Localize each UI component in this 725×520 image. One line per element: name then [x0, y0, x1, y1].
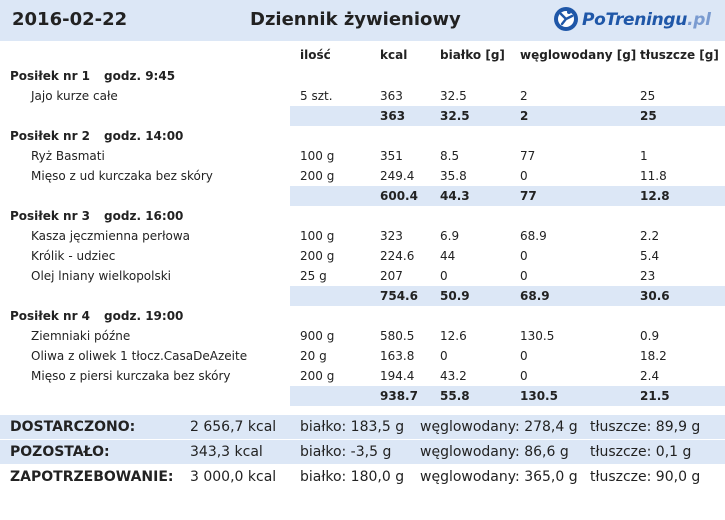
food-row: [0, 266, 725, 286]
food-fat: 2.4: [640, 369, 660, 383]
logo-icon: [552, 5, 580, 33]
summary-delivered: [0, 415, 725, 439]
food-row: [0, 366, 725, 386]
food-carbs: 130.5: [520, 329, 555, 343]
meal-header: [10, 309, 183, 323]
food-qty: 20 g: [300, 349, 327, 363]
food-kcal: 224.6: [380, 249, 415, 263]
food-qty: 25 g: [300, 269, 327, 283]
food-name: Królik - udziec: [31, 249, 116, 263]
meal-header: [10, 69, 175, 83]
total-kcal: 754.6: [380, 289, 418, 303]
summary-protein: białko: 180,0 g: [300, 469, 405, 485]
total-kcal: 363: [380, 109, 406, 123]
food-protein: 0: [440, 349, 448, 363]
food-protein: 6.9: [440, 229, 460, 243]
total-carbs: 2: [520, 109, 529, 123]
food-carbs: 0: [520, 169, 528, 183]
food-row: [0, 146, 725, 166]
meal-time: godz. 14:00: [104, 129, 184, 143]
food-fat: 0.9: [640, 329, 660, 343]
food-protein: 43.2: [440, 369, 467, 383]
meal-time: godz. 19:00: [104, 309, 184, 323]
food-fat: 25: [640, 89, 656, 103]
column-header-qty: ilość: [300, 48, 331, 62]
column-header-carbs: węglowodany [g]: [520, 48, 637, 62]
meal-total-row: [290, 186, 725, 206]
food-row: [0, 346, 725, 366]
food-row: [0, 246, 725, 266]
total-fat: 21.5: [640, 389, 670, 403]
page-title: Dziennik żywieniowy: [250, 9, 461, 30]
food-kcal: 207: [380, 269, 403, 283]
logo-text: [582, 10, 711, 30]
summary-protein: białko: 183,5 g: [300, 419, 405, 435]
summary-label: ZAPOTRZEBOWANIE:: [10, 469, 174, 485]
meal-time: godz. 9:45: [104, 69, 176, 83]
food-fat: 23: [640, 269, 656, 283]
food-kcal: 351: [380, 149, 403, 163]
food-carbs: 68.9: [520, 229, 547, 243]
summary-carbs: węglowodany: 365,0 g: [420, 469, 578, 485]
total-protein: 44.3: [440, 189, 470, 203]
food-protein: 32.5: [440, 89, 467, 103]
food-row: [0, 166, 725, 186]
food-row: [0, 86, 725, 106]
summary-label: POZOSTAŁO:: [10, 444, 110, 460]
food-name: Jajo kurze całe: [31, 89, 118, 103]
column-header-protein: białko [g]: [440, 48, 505, 62]
summary-fat: tłuszcze: 89,9 g: [590, 419, 701, 435]
food-fat: 11.8: [640, 169, 667, 183]
food-qty: 100 g: [300, 229, 335, 243]
diary-date: 2016-02-22: [12, 9, 128, 30]
food-row: [0, 226, 725, 246]
food-kcal: 249.4: [380, 169, 415, 183]
food-protein: 0: [440, 269, 448, 283]
total-carbs: 68.9: [520, 289, 550, 303]
food-protein: 44: [440, 249, 456, 263]
food-kcal: 323: [380, 229, 403, 243]
logo-suffix: .pl: [687, 10, 711, 30]
total-carbs: 77: [520, 189, 537, 203]
food-fat: 5.4: [640, 249, 660, 263]
summary-kcal: 343,3 kcal: [190, 444, 263, 460]
summary-fat: tłuszcze: 0,1 g: [590, 444, 692, 460]
meal-name: Posiłek nr 1: [10, 69, 91, 83]
meal-total-row: [290, 286, 725, 306]
food-qty: 900 g: [300, 329, 335, 343]
food-carbs: 0: [520, 349, 528, 363]
summary-carbs: węglowodany: 86,6 g: [420, 444, 569, 460]
food-fat: 18.2: [640, 349, 667, 363]
food-protein: 12.6: [440, 329, 467, 343]
food-qty: 200 g: [300, 369, 335, 383]
food-qty: 5 szt.: [300, 89, 333, 103]
meal-name: Posiłek nr 3: [10, 209, 91, 223]
summary-requirement: [0, 465, 725, 489]
total-protein: 50.9: [440, 289, 470, 303]
summary-protein: białko: -3,5 g: [300, 444, 392, 460]
meal-name: Posiłek nr 4: [10, 309, 91, 323]
column-header-fat: tłuszcze [g]: [640, 48, 719, 62]
column-header-kcal: kcal: [380, 48, 408, 62]
logo-name: PoTreningu: [582, 10, 688, 30]
total-kcal: 938.7: [380, 389, 418, 403]
food-fat: 1: [640, 149, 648, 163]
food-kcal: 363: [380, 89, 403, 103]
food-name: Oliwa z oliwek 1 tłocz.CasaDeAzeite: [31, 349, 248, 363]
summary-fat: tłuszcze: 90,0 g: [590, 469, 701, 485]
total-carbs: 130.5: [520, 389, 558, 403]
food-kcal: 580.5: [380, 329, 415, 343]
food-qty: 200 g: [300, 169, 335, 183]
total-fat: 25: [640, 109, 657, 123]
summary-carbs: węglowodany: 278,4 g: [420, 419, 578, 435]
summary-label: DOSTARCZONO:: [10, 419, 136, 435]
site-logo[interactable]: [552, 5, 722, 35]
meal-header: [10, 209, 183, 223]
food-carbs: 2: [520, 89, 528, 103]
food-carbs: 0: [520, 369, 528, 383]
total-fat: 12.8: [640, 189, 670, 203]
food-name: Ziemniaki późne: [31, 329, 131, 343]
food-kcal: 194.4: [380, 369, 415, 383]
food-name: Olej lniany wielkopolski: [31, 269, 172, 283]
food-carbs: 77: [520, 149, 536, 163]
food-carbs: 0: [520, 269, 528, 283]
total-protein: 55.8: [440, 389, 470, 403]
total-fat: 30.6: [640, 289, 670, 303]
food-qty: 100 g: [300, 149, 335, 163]
food-kcal: 163.8: [380, 349, 415, 363]
food-carbs: 0: [520, 249, 528, 263]
meal-time: godz. 16:00: [104, 209, 184, 223]
meal-header: [10, 129, 183, 143]
food-name: Mięso z ud kurczaka bez skóry: [31, 169, 213, 183]
food-protein: 8.5: [440, 149, 460, 163]
food-qty: 200 g: [300, 249, 335, 263]
food-protein: 35.8: [440, 169, 467, 183]
header-bar: [0, 0, 725, 41]
summary-kcal: 2 656,7 kcal: [190, 419, 277, 435]
food-name: Mięso z piersi kurczaka bez skóry: [31, 369, 231, 383]
total-protein: 32.5: [440, 109, 470, 123]
food-fat: 2.2: [640, 229, 660, 243]
food-row: [0, 326, 725, 346]
meal-total-row: [290, 386, 725, 406]
food-name: Ryż Basmati: [31, 149, 105, 163]
food-name: Kasza jęczmienna perłowa: [31, 229, 190, 243]
meal-total-row: [290, 106, 725, 126]
meal-name: Posiłek nr 2: [10, 129, 91, 143]
summary-kcal: 3 000,0 kcal: [190, 469, 277, 485]
summary-remaining: [0, 440, 725, 464]
total-kcal: 600.4: [380, 189, 418, 203]
